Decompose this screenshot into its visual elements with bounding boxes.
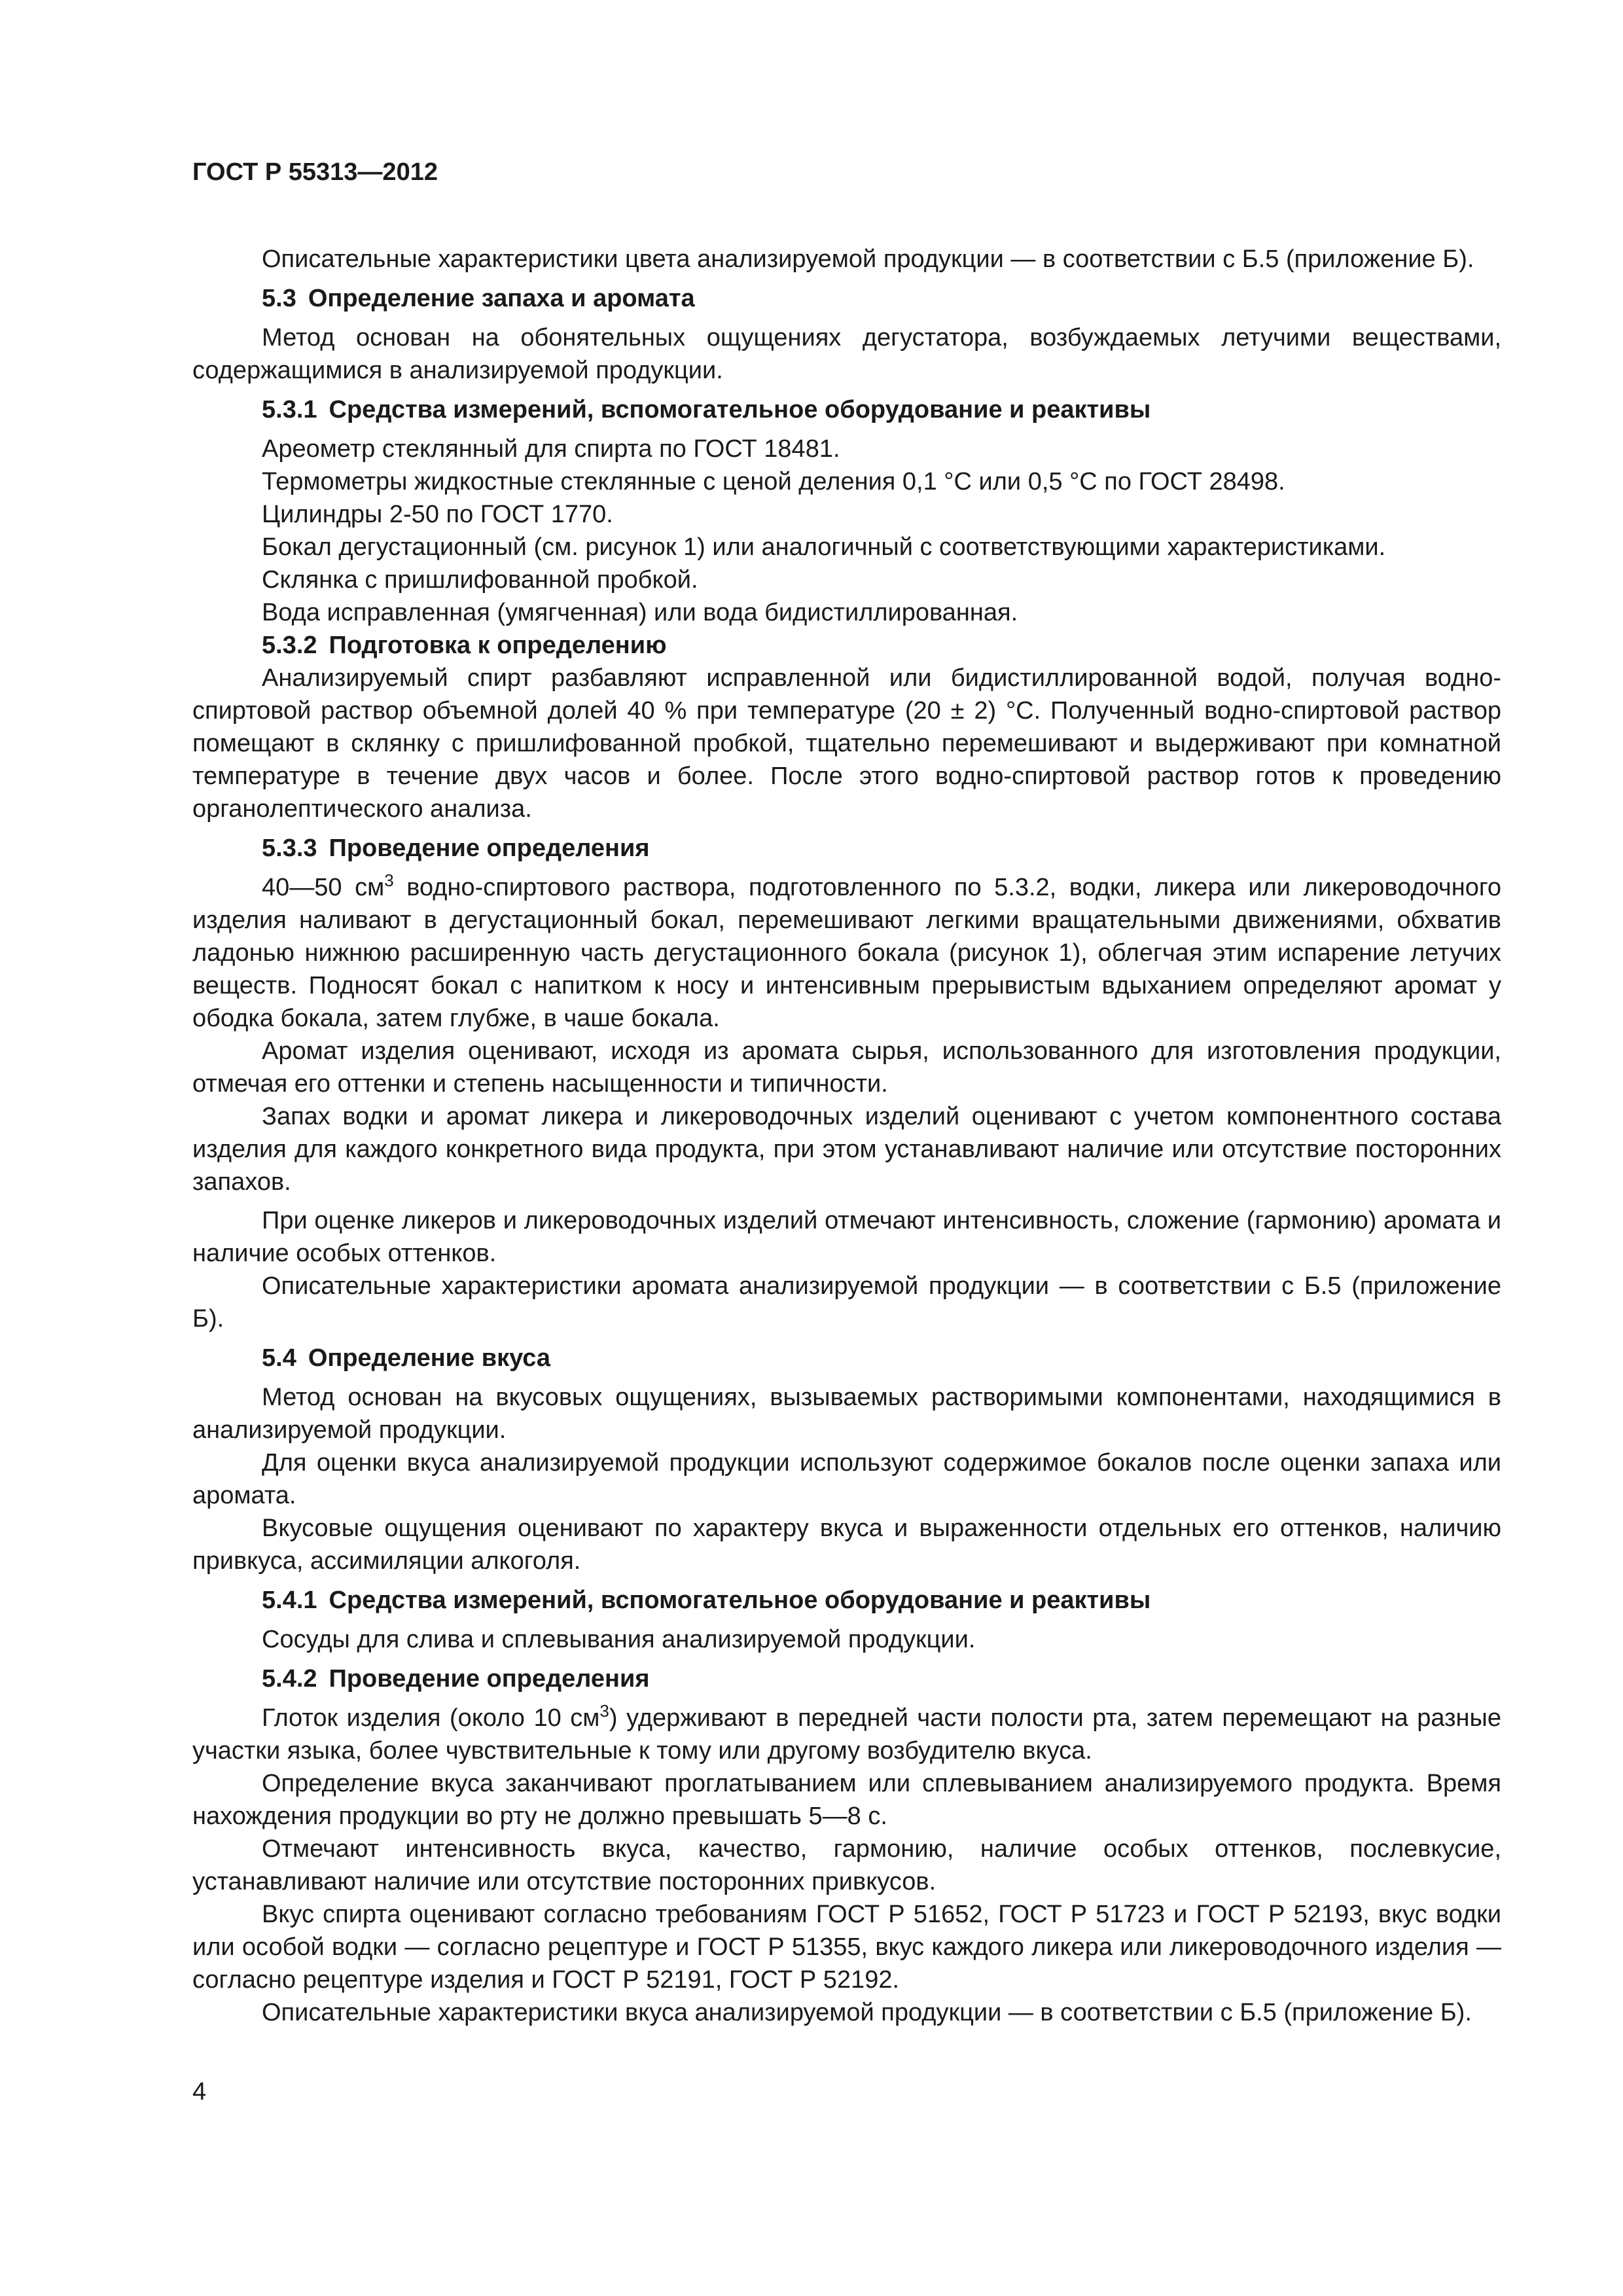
document-page (192, 158, 1501, 2029)
section-number: 5.3 (262, 285, 296, 312)
section-number: 5.3.1 (262, 396, 317, 423)
page-number: 4 (192, 2078, 207, 2106)
section-heading-5-3-3 (192, 832, 1501, 865)
text-run: Глоток изделия (около 10 см (262, 1704, 600, 1732)
paragraph: Для оценки вкуса анализируемой продукции используют содержимое бокалов после оценки запаха или аромата. (192, 1449, 1501, 1509)
paragraph: Описательные характеристики вкуса анализируемой продукции — в соответствии с Б.5 (приложение Б). (262, 1999, 1472, 2026)
section-heading-5-3-2 (192, 629, 1501, 662)
list-item: Цилиндры 2-50 по ГОСТ 1770. (262, 501, 613, 528)
section-title: Подготовка к определению (329, 632, 667, 659)
superscript: 3 (384, 870, 394, 890)
paragraph (192, 871, 1501, 1035)
list-item: Ареометр стеклянный для спирта по ГОСТ 18481. (262, 435, 840, 463)
paragraph: Отмечают интенсивность вкуса, качество, гармонию, наличие особых оттенков, послевкусие, устанавливают наличие или отсутствие посторонних привкусов. (192, 1835, 1501, 1895)
paragraph: Аромат изделия оценивают, исходя из аромата сырья, использованного для изготовления продукции, отмечая его оттенки и степень насыщенности и типичности. (192, 1037, 1501, 1098)
section-heading-5-4 (192, 1342, 1501, 1374)
section-title: Проведение определения (329, 834, 650, 862)
section-title: Проведение определения (329, 1665, 650, 1693)
list-item: Термометры жидкостные стеклянные с ценой деления 0,1 °С или 0,5 °С по ГОСТ 28498. (262, 468, 1285, 495)
section-heading-5-4-2 (192, 1662, 1501, 1695)
section-number: 5.4.1 (262, 1587, 317, 1614)
section-heading-5-4-1 (192, 1584, 1501, 1617)
section-number: 5.3.3 (262, 834, 317, 862)
equipment-list (192, 433, 1501, 629)
paragraph: Вкусовые ощущения оценивают по характеру вкуса и выраженности отдельных его оттенков, наличию привкуса, ассимиляции алкоголя. (192, 1515, 1501, 1575)
paragraph: Вкус спирта оценивают согласно требованиям ГОСТ Р 51652, ГОСТ Р 51723 и ГОСТ Р 52193, вкус водки или особой водки — согласно рецептуре и ГОСТ Р 51355, вкус каждого ликера или ликероводочного изделия — согласно рецептуре изделия и ГОСТ Р 52191, ГОСТ Р 52192. (192, 1901, 1501, 1994)
paragraph: Анализируемый спирт разбавляют исправленной или бидистиллированной водой, получая водно-спиртовой раствор объемной долей 40 % при температуре (20 ± 2) °С. Полученный водно-спиртовой раствор помещают в склянку с пришлифованной пробкой, тщательно перемешивают и выдерживают при комнатной температуре в течение двух часов и более. После этого водно-спиртовой раствор готов к проведению органолептического анализа. (192, 664, 1501, 823)
paragraph: Запах водки и аромат ликера и ликероводочных изделий оценивают с учетом компонентного состава изделия для каждого конкретного вида продукта, при этом устанавливают наличие или отсутствие посторонних запахов. (192, 1103, 1501, 1196)
list-item: Бокал дегустационный (см. рисунок 1) или аналогичный с соответствующими характеристиками. (262, 533, 1386, 561)
paragraph: Описательные характеристики цвета анализируемой продукции — в соответствии с Б.5 (приложение Б). (262, 245, 1474, 273)
section-number: 5.4.2 (262, 1665, 317, 1693)
text-run: ) удерживают в передней части полости рта, затем перемещают на разные участки языка, более чувствительные к тому или другому возбудителю вкуса. (192, 1704, 1501, 1765)
paragraph: Метод основан на обонятельных ощущениях дегустатора, возбуждаемых летучими веществами, содержащимися в анализируемой продукции. (192, 324, 1501, 384)
document-header: ГОСТ Р 55313—2012 (192, 158, 438, 186)
paragraph (192, 1702, 1501, 1767)
section-title: Средства измерений, вспомогательное оборудование и реактивы (329, 396, 1151, 423)
section-heading-5-3-1 (192, 393, 1501, 426)
text-run: 40—50 см (262, 874, 385, 901)
superscript: 3 (599, 1701, 609, 1721)
paragraph: При оценке ликеров и ликероводочных изделий отмечают интенсивность, сложение (гармонию) аромата и наличие особых оттенков. (192, 1207, 1501, 1267)
paragraph: Описательные характеристики аромата анализируемой продукции — в соответствии с Б.5 (приложение Б). (192, 1272, 1501, 1333)
section-number: 5.3.2 (262, 632, 317, 659)
section-title: Средства измерений, вспомогательное оборудование и реактивы (329, 1587, 1151, 1614)
section-title: Определение вкуса (308, 1344, 551, 1372)
section-title: Определение запаха и аромата (308, 285, 695, 312)
paragraph: Сосуды для слива и сплевывания анализируемой продукции. (262, 1626, 976, 1653)
section-number: 5.4 (262, 1344, 296, 1372)
paragraph: Определение вкуса заканчивают проглатыванием или сплевыванием анализируемого продукта. Время нахождения продукции во рту не должно превышать 5—8 с. (192, 1770, 1501, 1830)
text-run: водно-спиртового раствора, подготовленного по 5.3.2, водки, ликера или ликероводочного изделия наливают в дегустационный бокал, перемешивают легкими вращательными движениями, обхватив ладонью нижнюю расширенную часть дегустационного бокала (рисунок 1), облегчая этим испарение летучих веществ. Подносят бокал с напитком к носу и интенсивным прерывистым вдыханием определяют аромат у ободка бокала, затем глубже, в чаше бокала. (192, 874, 1502, 1032)
section-heading-5-3 (192, 282, 1501, 315)
list-item: Вода исправленная (умягченная) или вода бидистиллированная. (262, 599, 1018, 626)
paragraph: Метод основан на вкусовых ощущениях, вызываемых растворимыми компонентами, находящимися в анализируемой продукции. (192, 1384, 1501, 1444)
list-item: Склянка с пришлифованной пробкой. (262, 566, 698, 594)
